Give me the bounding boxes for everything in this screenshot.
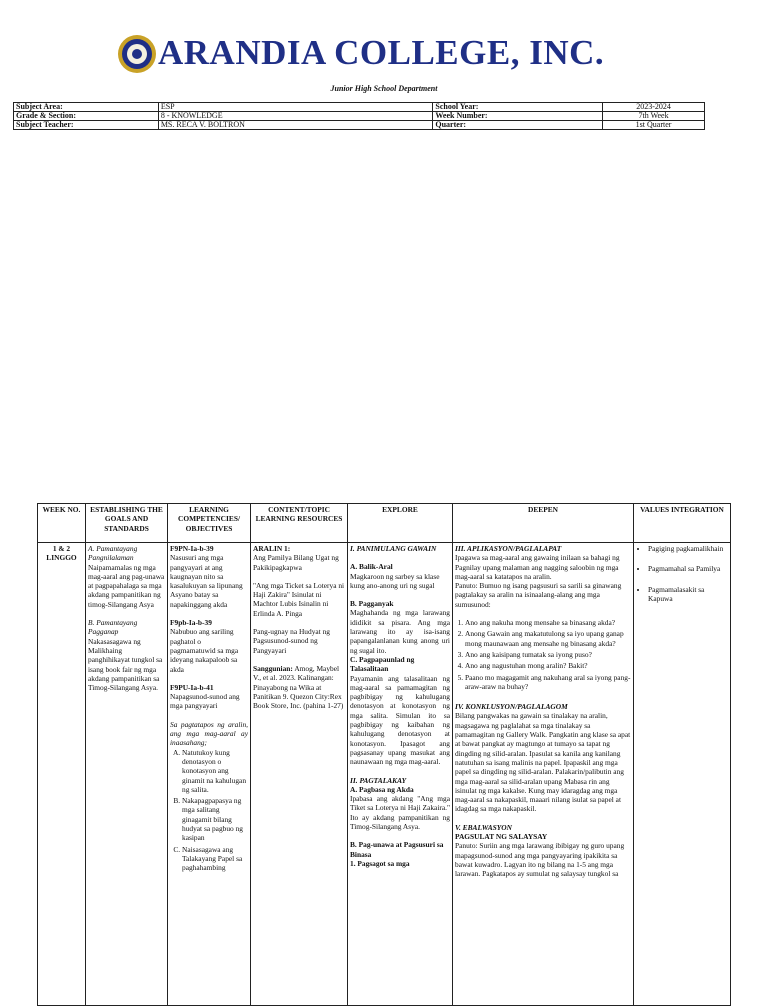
goals-b-title: B. Pamantayang Pagganap xyxy=(88,618,138,637)
explore-a-text: Magkaroon ng sarbey sa klase kung ano-anong uri ng sugal xyxy=(350,571,440,590)
deepen-v-title: V. EBALWASYON xyxy=(455,822,512,832)
list-item: • Pagiging pagkamalikhain xyxy=(648,544,728,553)
list-item: B. Nakapagpapasya ng mga salitang ginagamit bilang hudyat sa pagbuo ng kasipan xyxy=(182,796,248,842)
grade-section-label: Grade & Section: xyxy=(14,112,159,121)
goals-a-text: Naipamamalas ng mga mag-aaral ang pag-unawa at pagpapahalaga sa mga akdang pampanitikan ng timog-Silangang Asya xyxy=(88,562,165,609)
list-item: 4. Ano ang nagustuhan mong aralin? Bakit? xyxy=(465,661,631,670)
link-text: Pang-ugnay na Hudyat ng Pagsusunod-sunod ng Pangyayari xyxy=(253,627,330,655)
subject-area-label: Subject Area: xyxy=(14,103,159,112)
deepen-questions-list xyxy=(455,618,631,691)
explore-c-title: C. Pagpapaunlad ng Talasalitaan xyxy=(350,654,415,674)
competency-code: F9PN-Ia-b-39 xyxy=(170,544,214,553)
list-item: C. Naisasagawa ang Talakayang Papel sa paghahambing xyxy=(182,845,248,873)
table-row xyxy=(14,121,705,130)
list-item: 2. Anong Gawain ang makatutulong sa iyo upang ganap mong maunawaan ang mensahe ng binasang akda? xyxy=(465,629,631,648)
col-header-week: WEEK NO. xyxy=(38,504,86,543)
school-year-label: School Year: xyxy=(433,103,603,112)
list-item: 1. Ano ang nakuha mong mensahe sa binasang akda? xyxy=(465,618,631,627)
quarter-value: 1st Quarter xyxy=(603,121,705,130)
objectives-intro: Sa pagtatapos ng aralin, ang mga mag-aaral ay inaasahang; xyxy=(170,719,248,748)
college-seal-icon xyxy=(117,34,157,74)
col-header-goals: ESTABLISHING THE GOALS AND STANDARDS xyxy=(86,504,168,543)
list-item: • Pagmamalasakit sa Kapuwa xyxy=(648,585,728,604)
page-header xyxy=(0,26,768,86)
list-item: • Pagmamahal sa Pamilya xyxy=(648,564,728,573)
table-row xyxy=(14,103,705,112)
subject-teacher-label: Subject Teacher: xyxy=(14,121,159,130)
competency-code: F9PU-Ia-b-41 xyxy=(170,682,214,692)
subject-info-table xyxy=(13,102,705,130)
quarter-label: Quarter: xyxy=(433,121,603,130)
week-number-value: 7th Week xyxy=(603,112,705,121)
competency-text: Nabubuo ang sariling paghatol o pagmamatuwid sa mga ideyang nakapaloob sa akda xyxy=(170,627,239,674)
school-year-value: 2023-2024 xyxy=(603,103,705,112)
competency-text: Nasusuri ang mga pangyayari at ang kaugnayan nito sa kasalukuyan sa lipunang Asyano batay sa napakinggang akda xyxy=(170,553,243,609)
story-text: "Ang mga Ticket sa Loterya ni Haji Zakira" Isinulat ni Machtor Lubis Isinalin ni Erlinda A. Pinga xyxy=(253,580,345,618)
goals-cell xyxy=(86,543,168,1006)
competencies-cell xyxy=(168,543,251,1006)
sanggunian-text: Amog, Maybel V., et al. 2023. Kalinangan: Pinayabong na Wika at Panitikan 9. Quezon City:Rex Book Store, Inc. (pahina 1-27) xyxy=(253,663,344,711)
explore-iia-title: A. Pagbasa ng Akda xyxy=(350,784,414,794)
list-item: 3. Ano ang kaisipang tumatak sa iyong puso? xyxy=(465,650,631,659)
goals-b-text: Nakasasagawa ng Malikhaing panghihikayat tungkol sa isang book fair ng mga akdang pampanitikan sa Timog-Silangang Asya. xyxy=(88,636,163,693)
week-number-label: Week Number: xyxy=(433,112,603,121)
subject-area-value: ESP xyxy=(158,103,433,112)
col-header-deepen: DEEPEN xyxy=(453,504,634,543)
explore-iib-1: 1. Pagsagot sa mga xyxy=(350,858,410,868)
explore-iia-text: Ipabasa ang akdang "Ang mga Tiket sa Loterya ni Haji Zakaira." Ito ay akdang pampanitikan ng Timog-Silangang Asya. xyxy=(350,794,450,832)
explore-iib-title: B. Pag-unawa at Pagsusuri sa Binasa xyxy=(350,840,444,859)
explore-b-text: Maghahanda ng mga larawang ididikit sa pisara. Ang mga larawang ito ay isa-isang papangalanlanan kung anong uri ng sugal ito. xyxy=(350,608,450,655)
deepen-v-sub: PAGSULAT NG SALAYSAY xyxy=(455,832,548,842)
topic-text: Ang Pamilya Bilang Ugat ng Pakikipagkapwa xyxy=(253,553,339,572)
list-item: 5. Paano mo magagamit ang nakuhang aral sa iyong pang-araw-araw na buhay? xyxy=(465,673,631,692)
explore-b-title: B. Pagganyak xyxy=(350,599,394,609)
deepen-iii-title: III. APLIKASYON/PAGLALAPAT xyxy=(455,544,562,553)
values-list xyxy=(636,544,728,603)
table-header-row xyxy=(38,504,731,543)
aralin-label: ARALIN 1: xyxy=(253,544,291,553)
sanggunian-label: Sanggunian: xyxy=(253,663,293,673)
explore-cell xyxy=(348,543,453,1006)
deepen-iv-title: IV. KONKLUSYON/PAGLALAGOM xyxy=(455,702,568,712)
values-cell xyxy=(634,543,731,1006)
subject-teacher-value: MS. RECA V. BOLTRON xyxy=(158,121,433,130)
lesson-plan-table xyxy=(37,503,731,1006)
col-header-values: VALUES INTEGRATION xyxy=(634,504,731,543)
department-title: Junior High School Department xyxy=(330,84,438,93)
list-item: A. Natutukoy kung denotasyon o konotasyon ang ginamit na kahulugan ng salita. xyxy=(182,748,248,794)
col-header-explore: EXPLORE xyxy=(348,504,453,543)
deepen-v-text: Panuto: Suriin ang mga larawang ibibigay ng guro upang mapagsunod-sunod ang mga pangyayaring ipakikita sa bawat kuwadro. Lagyan ito ng bilang na 1-5 ang mga larawan. Pagkatapos ay sumulat ng salaysay tungkol sa xyxy=(455,841,625,879)
col-header-content: CONTENT/TOPIC LEARNING RESOURCES xyxy=(251,504,348,543)
explore-ii-title: II. PAGTALAKAY xyxy=(350,775,407,785)
explore-i-title: I. PANIMULANG GAWAIN xyxy=(350,544,437,553)
grade-section-value: 8 - KNOWLEDGE xyxy=(158,112,433,121)
competency-code: F9pb-Ia-b-39 xyxy=(170,618,212,628)
objectives-list xyxy=(170,748,248,873)
deepen-cell xyxy=(453,543,634,1006)
goals-a-title: A. Pamantayang Pangnilalaman xyxy=(88,544,138,563)
content-cell xyxy=(251,543,348,1006)
college-name: ARANDIA COLLEGE, INC. xyxy=(158,33,605,72)
deepen-iv-text: Bilang pangwakas na gawain sa tinalakay na aralin, magsagawa ng paglalahat sa mga tinalakay sa pamamagitan ng Gallery Walk. Pangkatin ang klase sa apat at bawat pangkat ay magtungo at tumayo sa tapat ng dingding ng silid-aralan. Ipasulat sa kanila ang kanilang natutuhan sa isang malinis na papel. Ipapaskil ang mga papel sa dingding ng silid-aralan. Palakarin/palibutin ang mga mag-aaral sa silid-aralan upang Mabasa rin ang isinulat ng mga kakalse. Kung may idaragdag ang mga mag-aaral sa nakapaskil, maaari nilang isulat sa papel at idagdag sa mga nakapaskil. xyxy=(455,711,631,814)
col-header-competencies: LEARNING COMPETENCIES/ OBJECTIVES xyxy=(168,504,251,543)
deepen-iii-text: Ipagawa sa mag-aaral ang gawaing inilaan sa bahagi ng Pagnilay upang malaman ang nagging saloobin ng mga mag-aaral sa katatapos na aralin. xyxy=(455,553,620,581)
table-row xyxy=(14,112,705,121)
week-cell: 1 & 2 LINGGO xyxy=(38,543,86,1006)
explore-a-title: A. Balik-Aral xyxy=(350,562,393,572)
table-row xyxy=(38,543,731,1006)
competency-text: Napagsunod-sunod ang mga pangyayari xyxy=(170,692,240,711)
explore-c-text: Payamanin ang talasalitaan ng mag-aaral sa pamamagitan ng pagbibigay ng kahulugang denotasyon at konotasyon ng mga salita. Simulan ito sa pagbibigay ng kaibahan ng kahulugang denotasyon at konotasyon. Ipasagot ang pagsasanay upang masukat ang naunawaan ng mga mag-aaral. xyxy=(350,673,450,767)
deepen-panuto1: Panuto: Bumuo ng isang pagsusuri sa sarili sa ginawang pagtalakay sa aralin na isinaalang-alang ang mga sumusunod: xyxy=(455,581,622,609)
